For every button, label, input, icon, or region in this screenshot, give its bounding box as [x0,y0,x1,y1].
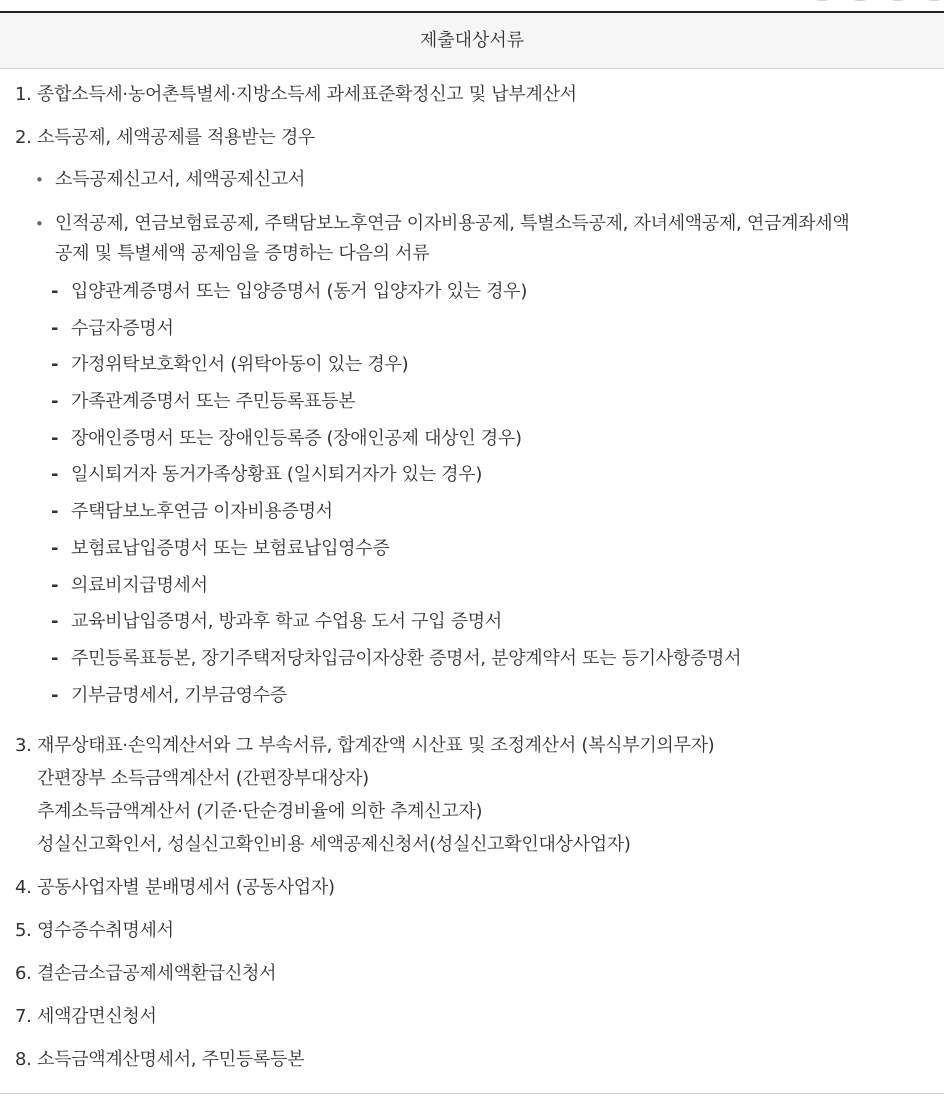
item-1-text: 1. 종합소득세·농어촌특별세·지방소득세 과세표준확정신고 및 납부계산서 [15,84,577,105]
tab-shape [883,0,913,1]
dash-text: 일시퇴거자 동거가족상황표 (일시퇴거자가 있는 경우) [71,464,483,486]
dash-item [15,314,935,344]
dash-text: 주민등록표등본, 장기주택저당차입금이자상환 증명서, 분양계약서 또는 등기사항증명서 [71,647,742,669]
dash-item [15,460,935,490]
bullet-item [15,209,935,711]
dash-item [15,350,935,380]
item-7-text: 7. 세액감면신청서 [15,1005,157,1027]
bullet-text: 소득공제신고서, 세액공제신고서 [55,169,306,190]
bullet-list [15,165,935,711]
table-bottom-border [0,1093,944,1094]
tab-shape [919,0,947,1]
tab-shape [807,0,837,1]
list-item [15,123,935,711]
dash-text: 수급자증명서 [71,317,174,339]
table-header [0,13,944,69]
list-item [15,1045,935,1075]
dash-text: 의료비지급명세서 [71,574,208,596]
dash-text: 장애인증명서 또는 장애인등록증 (장애인공제 대상인 경우) [71,427,522,449]
item-5-text: 5. 영수증수취명세서 [15,919,174,941]
dash-text: 보험료납입증명서 또는 보험료납입영수증 [71,537,390,559]
item-2-text: 2. 소득공제, 세액공제를 적용받는 경우 [15,127,316,148]
list-item [15,80,935,110]
dash-text: 입양관계증명서 또는 입양증명서 (동거 입양자가 있는 경우) [71,281,528,302]
document-list [15,80,935,1088]
bullet-item [15,165,935,195]
dash-item [15,607,935,637]
dash-item [15,424,935,454]
bullet-text-continued: 공제 및 특별세액 공제임을 증명하는 다음의 서류 [55,243,430,264]
tab-shape [845,0,875,1]
top-decoration [787,0,947,2]
dash-text: 주택담보노후연금 이자비용증명서 [71,501,333,523]
item-3-text: 성실신고확인서, 성실신고확인비용 세액공제신청서(성실신고확인대상사업자) [37,833,631,855]
dash-text: 기부금명세서, 기부금영수증 [71,684,287,706]
dash-item [15,277,935,307]
list-item [15,916,935,946]
dash-text: 교육비납입증명서, 방과후 학교 수업용 도서 구입 증명서 [71,611,502,633]
item-6-text: 6. 결손금소급공제세액환급신청서 [15,962,277,984]
item-4-text: 4. 공동사업자별 분배명세서 (공동사업자) [15,876,335,898]
dash-item [15,571,935,601]
dash-text: 가정위탁보호확인서 (위탁아동이 있는 경우) [71,354,409,376]
dash-item [15,497,935,527]
item-3-text: 추계소득금액계산서 (기준·단순경비율에 의한 추계신고자) [37,800,483,822]
dash-item [15,644,935,674]
list-item [15,1002,935,1032]
list-item [15,873,935,903]
dash-list [55,277,935,711]
list-item [15,959,935,989]
item-8-text: 8. 소득금액계산명세서, 주민등록등본 [15,1048,305,1070]
list-item [15,731,935,863]
item-3-text: 간편장부 소득금액계산서 (간편장부대상자) [37,767,369,789]
dash-text: 가족관계증명서 또는 주민등록표등본 [71,391,356,413]
bullet-text: • 인적공제, 연금보험료공제, 주택담보노후연금 이자비용공제, 특별소득공제, 자녀세액공제, 연금계좌세액 [55,213,850,234]
dash-item [15,534,935,564]
dash-item [15,681,935,711]
dash-item [15,387,935,417]
header-title: 제출대상서류 [419,30,525,51]
item-3-text: 3. 재무상태표·손익계산서와 그 부속서류, 합계잔액 시산표 및 조정계산서 (복식부기의무자) [15,734,715,756]
